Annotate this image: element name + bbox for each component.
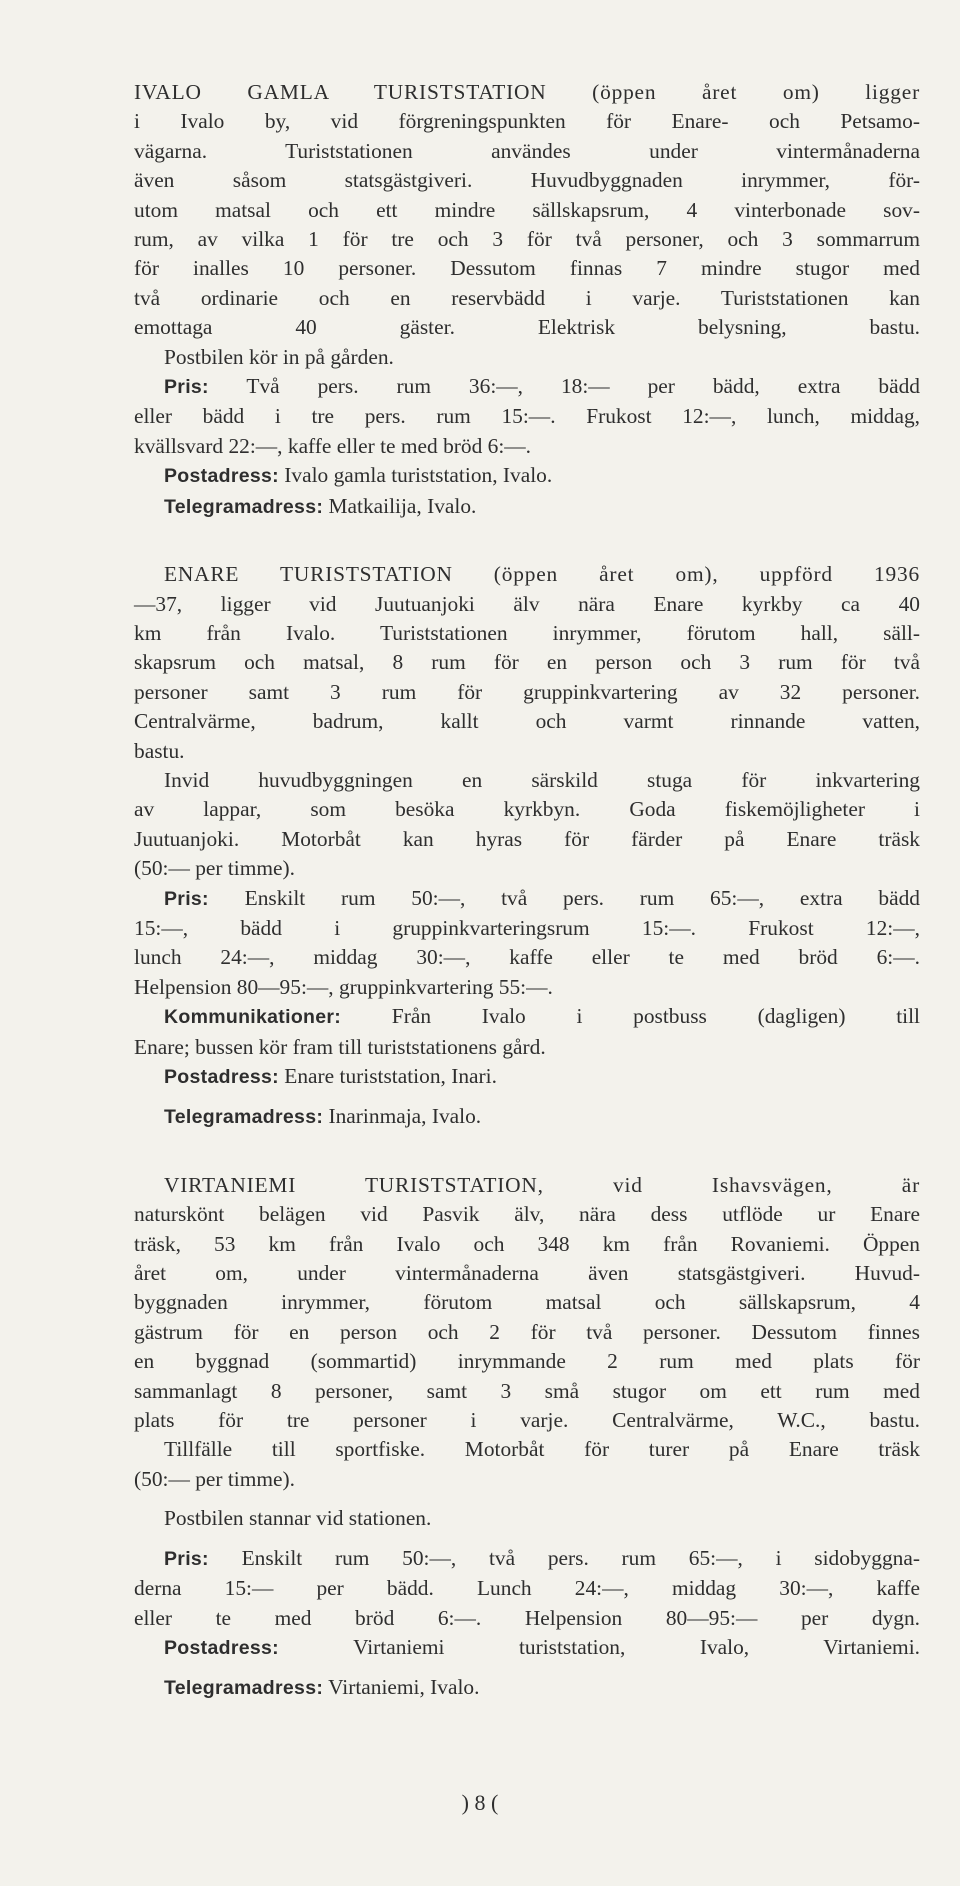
section-heading-line (134, 560, 920, 589)
field-label: Pris: (164, 1547, 209, 1570)
line-text: byggnaden inrymmer, förutom matsal och sällskapsrum, 4 (134, 1290, 920, 1315)
text-line (134, 1465, 920, 1494)
line-text: för inalles 10 personer. Dessutom finnas 7 mindre stugor med (134, 256, 920, 281)
text-line (134, 973, 920, 1002)
line-text: derna 15:— per bädd. Lunch 24:—, middag 30:—, kaffe (134, 1576, 920, 1601)
text-line (134, 225, 920, 254)
text-line (134, 914, 920, 943)
text-line (134, 1002, 920, 1032)
line-text: —37, ligger vid Juutuanjoki älv nära Enare kyrkby ca 40 (134, 591, 920, 616)
line-text: Virtaniemi turiststation, Ivalo, Virtaniemi. (278, 1634, 920, 1659)
field-label: Telegramadress: (164, 1677, 324, 1700)
text-line (134, 1406, 920, 1435)
line-text: kvällsvard 22:—, kaffe eller te med bröd 6:—. (134, 433, 532, 458)
text-line (134, 254, 920, 283)
line-text: eller te med bröd 6:—. Helpension 80—95:— per dygn. (134, 1605, 920, 1630)
text-line (134, 1318, 920, 1347)
line-text: emottaga 40 gäster. Elektrisk belysning, bastu. (134, 315, 920, 340)
text-line (134, 1200, 920, 1229)
field-label: Pris: (164, 376, 209, 399)
text-line (134, 402, 920, 431)
line-text: två ordinarie och en reservbädd i varje. Turiststationen kan (134, 285, 920, 310)
line-text: Inarinmaja, Ivalo. (323, 1104, 482, 1129)
line-text: Virtaniemi, Ivalo. (323, 1675, 480, 1700)
line-text: sammanlagt 8 personer, samt 3 små stugor om ett rum med (134, 1378, 920, 1403)
text-line (134, 372, 920, 402)
section-ivalo (134, 78, 920, 522)
section-enare (134, 560, 920, 1133)
line-text: naturskönt belägen vid Pasvik älv, nära dess utflöde ur Enare (134, 1202, 920, 1227)
text-line (134, 1230, 920, 1259)
text-line (134, 943, 920, 972)
text-line (134, 492, 920, 522)
text-line (134, 1259, 920, 1288)
line-text: Från Ivalo i postbuss (dagligen) till (341, 1004, 920, 1029)
line-text: Enskilt rum 50:—, två pers. rum 65:—, i sidobyggna- (208, 1545, 920, 1570)
line-text: rum, av vilka 1 för tre och 3 för två personer, och 3 sommarrum (134, 227, 920, 252)
line-text: IVALO GAMLA TURISTSTATION (öppen året om) ligger (134, 80, 920, 104)
line-text: 15:—, bädd i gruppinkvarteringsrum 15:—. Frukost 12:—, (134, 915, 920, 940)
line-text: Invid huvudbyggningen en särskild stuga för inkvartering (164, 767, 920, 792)
line-text: plats för tre personer i varje. Centralvärme, W.C., bastu. (134, 1408, 920, 1433)
section-heading-line (134, 1171, 920, 1200)
line-text: personer samt 3 rum för gruppinkvartering av 32 personer. (134, 679, 920, 704)
text-line (134, 648, 920, 677)
text-line (134, 284, 920, 313)
field-label: Telegramadress: (164, 495, 324, 518)
text-line (134, 707, 920, 736)
line-text: vägarna. Turiststationen användes under vintermånaderna (134, 138, 920, 163)
line-text: Juutuanjoki. Motorbåt kan hyras för färder på Enare träsk (134, 826, 920, 851)
line-text: ENARE TURISTSTATION (öppen året om), uppförd 1936 (164, 562, 920, 587)
line-text: gästrum för en person och 2 för två personer. Dessutom finnes (134, 1319, 920, 1344)
section-heading-line (134, 78, 920, 107)
line-text: bastu. (134, 738, 185, 763)
text-line (134, 166, 920, 195)
line-text: Enskilt rum 50:—, två pers. rum 65:—, extra bädd (208, 885, 920, 910)
line-text: Matkailija, Ivalo. (323, 493, 477, 518)
text-line (134, 1633, 920, 1663)
text-line (134, 343, 920, 372)
line-text: km från Ivalo. Turiststationen inrymmer, förutom hall, säll- (134, 620, 920, 645)
line-text: träsk, 53 km från Ivalo och 348 km från Rovaniemi. Öppen (134, 1231, 920, 1256)
text-line (134, 461, 920, 491)
text-line (134, 1435, 920, 1464)
line-text: utom matsal och ett mindre sällskapsrum, 4 vinterbonade sov- (134, 197, 920, 222)
line-text: lunch 24:—, middag 30:—, kaffe eller te med bröd 6:—. (134, 945, 920, 970)
text-line (134, 1062, 920, 1092)
line-text: Helpension 80—95:—, gruppinkvartering 55:—. (134, 974, 553, 999)
text-line (134, 1504, 920, 1533)
line-text: Ivalo gamla turiststation, Ivalo. (278, 463, 553, 488)
text-line (134, 619, 920, 648)
line-text: Enare; bussen kör fram till turiststationens gård. (134, 1034, 546, 1059)
line-text: Postbilen kör in på gården. (164, 344, 394, 369)
line-text: Postbilen stannar vid stationen. (164, 1506, 432, 1531)
page-number: ) 8 ( (461, 1790, 499, 1815)
line-text: även såsom statsgästgiveri. Huvudbyggnaden inrymmer, för- (134, 168, 920, 193)
text-line (134, 1347, 920, 1376)
field-label: Postadress: (164, 465, 279, 488)
text-line (134, 1574, 920, 1603)
text-line (134, 590, 920, 619)
text-line (134, 1604, 920, 1633)
line-text: (50:— per timme). (134, 1466, 295, 1491)
line-text: eller bädd i tre pers. rum 15:—. Frukost 12:—, lunch, middag, (134, 404, 920, 429)
line-text: året om, under vintermånaderna även statsgästgiveri. Huvud- (134, 1261, 920, 1286)
text-line (134, 766, 920, 795)
text-line (134, 884, 920, 914)
line-text: Två pers. rum 36:—, 18:— per bädd, extra bädd (208, 374, 920, 399)
text-line (134, 854, 920, 883)
line-text: skapsrum och matsal, 8 rum för en person och 3 rum för två (134, 650, 920, 675)
section-virtaniemi (134, 1171, 920, 1704)
text-line (134, 1033, 920, 1062)
line-text: VIRTANIEMI TURISTSTATION, vid Ishavsvägen, är (164, 1172, 920, 1197)
text-line (134, 137, 920, 166)
text-line (134, 1673, 920, 1703)
field-label: Telegramadress: (164, 1106, 324, 1129)
field-label: Postadress: (164, 1066, 279, 1088)
text-line (134, 1102, 920, 1132)
line-text: i Ivalo by, vid förgreningspunkten för Enare- och Petsamo- (134, 109, 920, 134)
line-text: Enare turiststation, Inari. (278, 1064, 497, 1088)
text-line (134, 313, 920, 342)
field-label: Postadress: (164, 1636, 279, 1659)
line-text: en byggnad (sommartid) inrymmande 2 rum med plats för (134, 1349, 920, 1374)
text-line (134, 107, 920, 136)
line-text: Centralvärme, badrum, kallt och varmt rinnande vatten, (134, 709, 920, 734)
text-line (134, 432, 920, 461)
text-line (134, 1544, 920, 1574)
text-line (134, 1288, 920, 1317)
text-line (134, 795, 920, 824)
field-label: Pris: (164, 887, 209, 910)
text-line (134, 678, 920, 707)
text-line (134, 196, 920, 225)
text-column (134, 78, 920, 1704)
text-line (134, 1377, 920, 1406)
line-text: (50:— per timme). (134, 856, 295, 881)
text-line (134, 825, 920, 854)
line-text: av lappar, som besöka kyrkbyn. Goda fiskemöjligheter i (134, 797, 920, 822)
line-text: Tillfälle till sportfiske. Motorbåt för turer på Enare träsk (164, 1437, 920, 1462)
field-label: Kommunikationer: (164, 1006, 342, 1029)
text-line (134, 737, 920, 766)
